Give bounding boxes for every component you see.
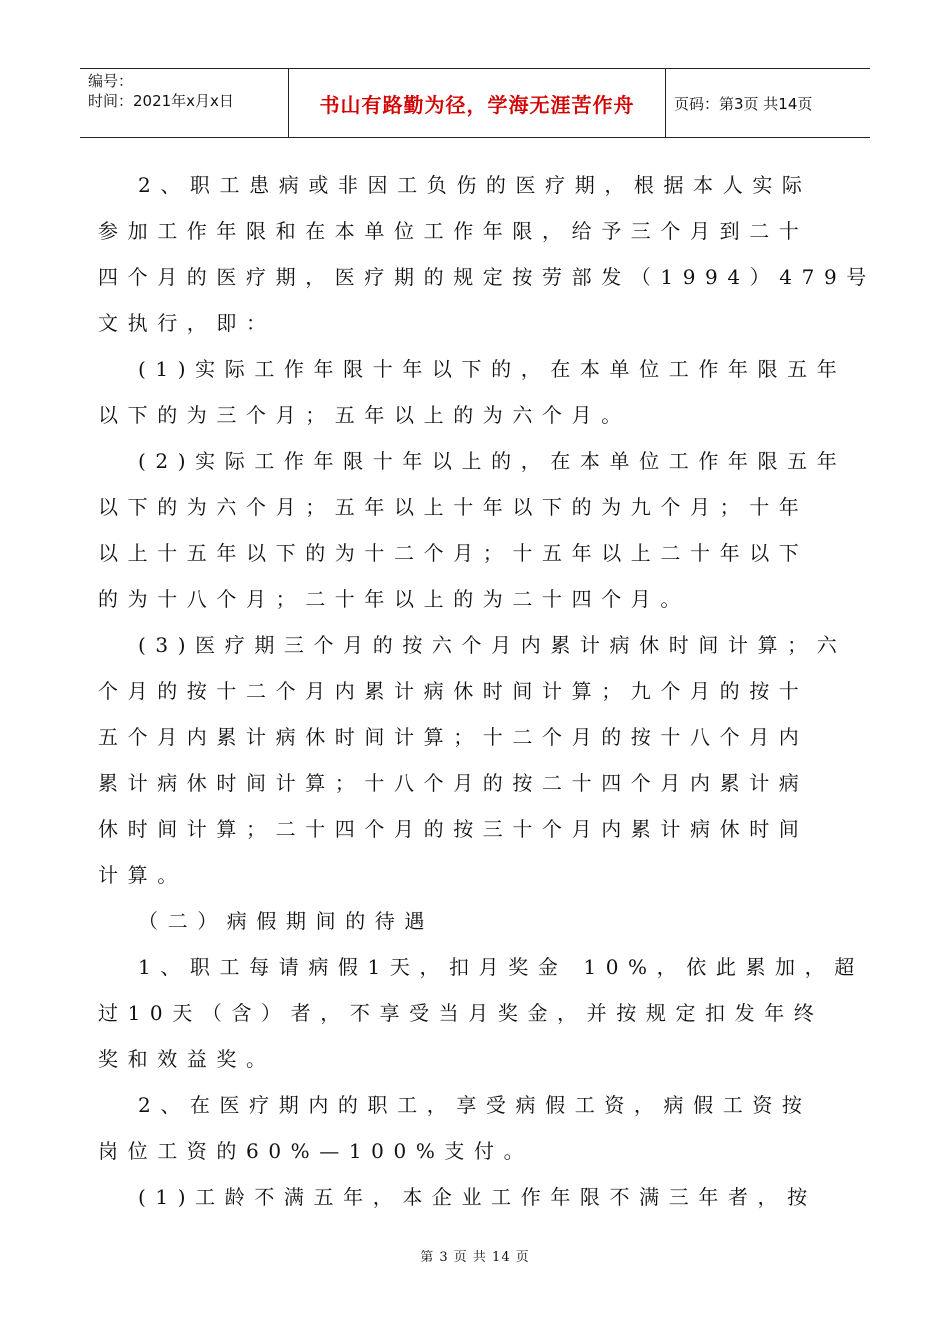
header-meta bbox=[80, 69, 289, 137]
body-line: 的为十八个月；二十年以上的为二十四个月。 bbox=[98, 587, 690, 611]
body-line: 过10天（含）者，不享受当月奖金，并按规定扣发年终 bbox=[98, 1001, 824, 1025]
document-body bbox=[98, 162, 876, 1220]
body-line: 奖和效益奖。 bbox=[98, 1047, 276, 1071]
header-slogan: 书山有路勤为径，学海无涯苦作舟 bbox=[289, 69, 666, 137]
body-line: 参加工作年限和在本单位工作年限，给予三个月到二十 bbox=[98, 219, 809, 243]
body-line: 文执行，即： bbox=[98, 311, 276, 335]
body-line: 以上十五年以下的为十二个月；十五年以上二十年以下 bbox=[98, 541, 809, 565]
body-line: 以下的为三个月；五年以上的为六个月。 bbox=[98, 403, 631, 427]
section-heading: （二）病假期间的待遇 bbox=[138, 909, 434, 933]
body-line: 以下的为六个月；五年以上十年以下的为九个月；十年 bbox=[98, 495, 809, 519]
body-line: (1)工龄不满五年，本企业工作年限不满三年者，按 bbox=[138, 1185, 817, 1209]
body-line: 累计病休时间计算；十八个月的按二十四个月内累计病 bbox=[98, 771, 809, 795]
page-footer: 第 3 页 共 14 页 bbox=[420, 1250, 530, 1265]
page-header bbox=[80, 68, 870, 138]
header-number-label: 编号： bbox=[88, 72, 134, 90]
header-date: 时间：2021年x月x日 bbox=[88, 92, 234, 110]
body-line: 计算。 bbox=[98, 863, 187, 887]
body-line: 五个月内累计病休时间计算；十二个月的按十八个月内 bbox=[98, 725, 809, 749]
header-page-number: 页码：第3页 共14页 bbox=[674, 94, 813, 113]
body-line: 休时间计算；二十四个月的按三十个月内累计病休时间 bbox=[98, 817, 809, 841]
body-line: 2、在医疗期内的职工，享受病假工资，病假工资按 bbox=[138, 1093, 812, 1117]
body-line: 四个月的医疗期，医疗期的规定按劳部发（1994）479号 bbox=[98, 265, 876, 289]
body-line: 岗位工资的60%—100%支付。 bbox=[98, 1139, 534, 1163]
body-line: 个月的按十二个月内累计病休时间计算；九个月的按十 bbox=[98, 679, 809, 703]
body-line: 2、职工患病或非因工负伤的医疗期，根据本人实际 bbox=[138, 173, 812, 197]
body-line: (1)实际工作年限十年以下的，在本单位工作年限五年 bbox=[138, 357, 847, 381]
body-line: (3)医疗期三个月的按六个月内累计病休时间计算；六 bbox=[138, 633, 847, 657]
body-line: (2)实际工作年限十年以上的，在本单位工作年限五年 bbox=[138, 449, 847, 473]
body-line: 1、职工每请病假1天，扣月奖金 10%，依此累加，超 bbox=[138, 955, 864, 979]
